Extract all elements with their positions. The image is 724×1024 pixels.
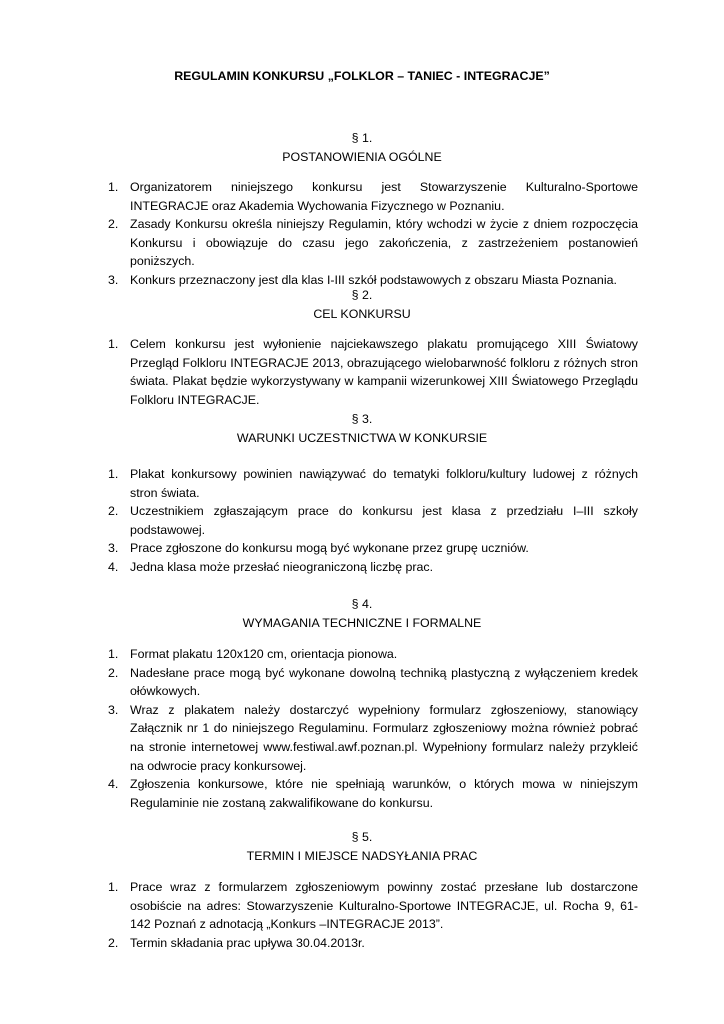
list-item [108,934,638,953]
item-text: Organizatorem niniejszego konkursu jest Stowarzyszenie Kulturalno-Sportowe INTEGRACJE oraz Akademia Wychowania Fizycznego w Poznaniu. [130,180,638,213]
item-number: 2. [108,665,119,680]
section-number: § 4. [351,597,373,611]
item-text: Wraz z plakatem należy dostarczyć wypełniony formularz zgłoszeniowy, stanowiący Załącznik nr 1 do niniejszego Regulaminu. Formularz zgłoszeniowy można również pobrać na stronie internetowej www.festiwal.awf.poznan.pl. Wypełniony formularz należy przykleić na odwrocie pracy konkursowej. [130,702,638,773]
item-text: Nadesłane prace mogą być wykonane dowolną techniką plastyczną z wyłączeniem kredek ołówkowych. [130,665,638,699]
item-text: Celem konkursu jest wyłonienie najciekawszego plakatu promującego XIII Światowy Przegląd Folkloru INTEGRACJE 2013, obrazującego wielobarwność folkloru z różnych stron świata. Plakat będzie wykorzystywany w kampanii wizerunkowej XIII Światowego Przeglądu Folkloru INTEGRACJE. [130,337,638,407]
list-item [108,775,638,812]
section-4-heading [0,595,724,632]
item-text: Uczestnikiem zgłaszającym prace do konkursu jest klasa z przedziału I–III szkoły podstawowej. [130,504,638,537]
item-number: 1. [108,880,119,894]
list-item [108,502,638,539]
item-text: Format plakatu 120x120 cm, orientacja pionowa. [130,647,398,661]
list-item [108,335,638,409]
section-4-list [108,645,638,812]
section-3-list [108,465,638,577]
list-item [108,465,638,502]
section-1-list [108,178,638,290]
document-title: REGULAMIN KONKURSU „FOLKLOR – TANIEC - INTEGRACJE” [174,69,550,83]
list-item [108,701,638,775]
section-number: § 5. [351,830,373,844]
item-text: Zgłoszenia konkursowe, które nie spełniają warunków, o których mowa w niniejszym Regulaminie nie zostaną zakwalifikowane do konkursu. [130,777,638,810]
section-3-heading [0,410,724,447]
item-number: 4. [108,559,119,574]
list-item [108,558,638,577]
section-1-heading [0,129,724,166]
section-title: WYMAGANIA TECHNICZNE I FORMALNE [242,615,482,630]
list-item [108,539,638,558]
list-item [108,645,638,664]
item-number: 3. [108,702,119,717]
section-number: § 3. [351,412,373,426]
item-text: Prace zgłoszone do konkursu mogą być wykonane przez grupę uczniów. [130,541,529,556]
item-number: 3. [108,272,119,287]
list-item [108,878,638,934]
section-2-list [108,335,638,409]
item-number: 4. [108,777,119,792]
section-title: TERMIN I MIEJSCE NADSYŁANIA PRAC [246,848,478,863]
item-number: 1. [108,337,119,351]
item-text: Prace wraz z formularzem zgłoszeniowym powinny zostać przesłane lub dostarczone osobiście na adres: Stowarzyszenie Kulturalno-Sportowe INTEGRACJE, ul. Rocha 9, 61-142 Poznań z adnotacją „Konkurs –INTEGRACJE 2013”. [130,880,638,932]
section-number: § 2. [351,288,373,302]
item-number: 1. [108,467,119,481]
list-item [108,215,638,271]
item-text: Termin składania prac upływa 30.04.2013r. [130,935,365,950]
item-number: 3. [108,541,119,556]
list-item [108,178,638,215]
item-text: Zasady Konkursu określa niniejszy Regulamin, który wchodzi w życie z dniem rozpoczęcia Konkursu i obowiązuje do czasu jego zakończenia, z zastrzeżeniem postanowień poniższych. [130,217,638,269]
item-number: 2. [108,217,119,232]
item-text: Jedna klasa może przesłać nieograniczoną liczbę prac. [130,559,434,574]
section-number: § 1. [351,131,373,145]
section-5-list [108,878,638,952]
section-title: WARUNKI UCZESTNICTWA W KONKURSIE [236,430,488,445]
item-number: 2. [108,935,119,950]
item-number: 1. [108,180,119,194]
item-number: 1. [108,647,119,661]
item-text: Plakat konkursowy powinien nawiązywać do tematyki folkloru/kultury ludowej z różnych stron świata. [130,467,638,500]
section-title: CEL KONKURSU [313,306,411,321]
item-text: Konkurs przeznaczony jest dla klas I-III szkół podstawowych z obszaru Miasta Poznania. [130,272,617,287]
section-title: POSTANOWIENIA OGÓLNE [282,149,442,164]
item-number: 2. [108,504,119,519]
section-5-heading [0,828,724,865]
list-item [108,664,638,701]
section-2-heading [0,286,724,323]
